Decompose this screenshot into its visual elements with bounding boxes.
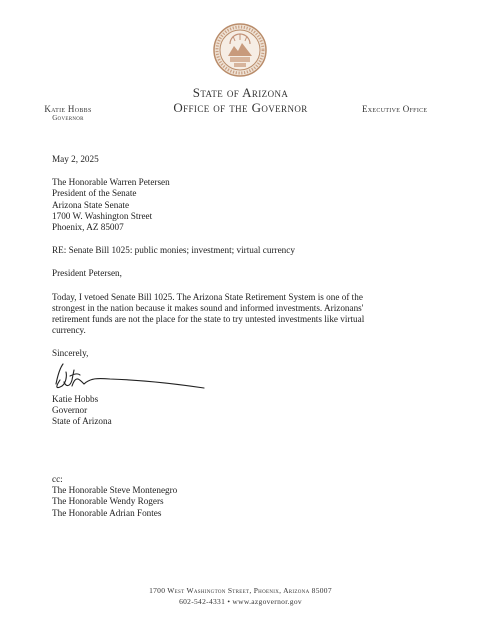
letter-date: May 2, 2025 — [52, 154, 99, 164]
re-line: RE: Senate Bill 1025: public monies; investment; virtual currency — [52, 245, 295, 256]
body-line: currency. — [52, 325, 86, 336]
recipient-line: Arizona State Senate — [52, 199, 130, 210]
cc-name: The Honorable Adrian Fontes — [52, 507, 162, 518]
signature-icon — [50, 360, 210, 394]
salutation: President Petersen, — [52, 268, 122, 279]
office-title: Office of the Governor — [173, 100, 308, 115]
recipient-line: 1700 W. Washington Street — [52, 210, 153, 221]
cc-name: The Honorable Steve Montenegro — [52, 485, 178, 496]
recipient-line: President of the Senate — [52, 188, 137, 199]
governor-heading — [33, 104, 103, 122]
footer-contact: 602-542-4331 • www.azgovernor.gov — [179, 597, 302, 606]
cc-block — [52, 474, 177, 519]
governor-name: Katie Hobbs — [44, 104, 92, 114]
signer-name: Katie Hobbs — [52, 393, 99, 404]
recipient-line: The Honorable Warren Petersen — [52, 177, 170, 188]
cc-name: The Honorable Wendy Rogers — [52, 496, 164, 507]
signer-state: State of Arizona — [52, 416, 112, 427]
body-line: Today, I vetoed Senate Bill 1025. The Arizona State Retirement System is one of the — [52, 291, 363, 302]
executive-office-label: Executive Office — [362, 104, 428, 114]
body-line: retirement funds are not the place for the state to try untested investments like virtual — [52, 314, 365, 325]
body-line: strongest in the nation because it makes sound and informed investments. Arizonans' — [52, 302, 364, 313]
letter-body — [52, 154, 432, 427]
closing: Sincerely, — [52, 348, 89, 359]
governor-title: Governor — [52, 114, 84, 122]
recipient-line: Phoenix, AZ 85007 — [52, 222, 124, 233]
footer-address: 1700 West Washington Street, Phoenix, Arizona 85007 — [149, 586, 332, 595]
signer-title: Governor — [52, 404, 88, 415]
state-seal-icon — [213, 22, 267, 78]
cc-label: cc: — [52, 474, 63, 484]
state-title: State of Arizona — [192, 85, 289, 100]
